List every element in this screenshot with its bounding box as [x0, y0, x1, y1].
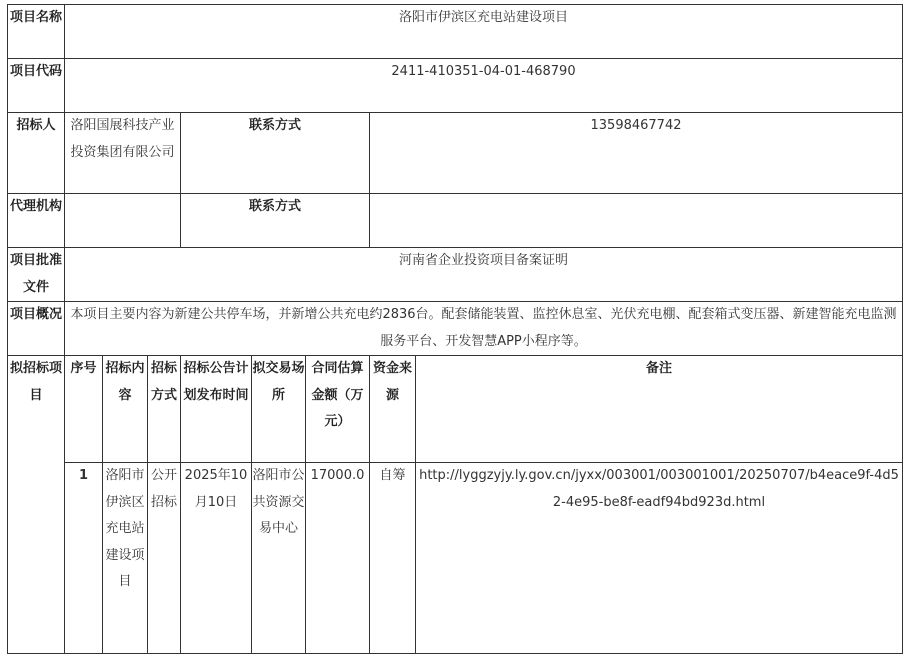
- project-code-value: 2411-410351-04-01-468790: [65, 59, 903, 113]
- col-header-remark: 备注: [416, 356, 903, 463]
- project-name-label: 项目名称: [8, 5, 65, 59]
- agency-value: [65, 194, 181, 248]
- row-project-code: [8, 59, 903, 113]
- col-header-seq: 序号: [65, 356, 103, 463]
- tenderer-contact-value: 13598467742: [370, 113, 903, 194]
- planned-tender-label: 拟招标项目: [8, 356, 65, 654]
- cell-publish-time: 2025年10月10日: [181, 463, 252, 654]
- cell-venue: 洛阳市公共资源交易中心: [252, 463, 306, 654]
- cell-content: 洛阳市伊滨区充电站建设项目: [103, 463, 148, 654]
- overview-value: 本项目主要内容为新建公共停车场，并新增公共充电约2836台。配套储能装置、监控休息室、光伏充电棚、配套箱式变压器、新建智能充电监测服务平台、开发智慧APP小程序等。: [65, 302, 903, 356]
- project-info-table: [7, 4, 903, 654]
- agency-contact-value: [370, 194, 903, 248]
- col-header-venue: 拟交易场所: [252, 356, 306, 463]
- cell-remark-link[interactable]: http://lyggzyjy.ly.gov.cn/jyxx/003001/003001001/20250707/b4eace9f-4d52-4e95-be8f-eadf94bd923d.html: [416, 463, 903, 654]
- col-header-content: 招标内容: [103, 356, 148, 463]
- col-header-fund-source: 资金来源: [370, 356, 416, 463]
- tenderer-contact-label: 联系方式: [181, 113, 370, 194]
- tenderer-value: 洛阳国展科技产业投资集团有限公司: [65, 113, 181, 194]
- tender-header-row: [8, 356, 903, 463]
- project-name-value: 洛阳市伊滨区充电站建设项目: [65, 5, 903, 59]
- cell-amount: 17000.0: [306, 463, 370, 654]
- cell-method: 公开招标: [148, 463, 181, 654]
- tenderer-label: 招标人: [8, 113, 65, 194]
- table-row: [8, 463, 903, 654]
- project-code-label: 项目代码: [8, 59, 65, 113]
- col-header-publish-time: 招标公告计划发布时间: [181, 356, 252, 463]
- row-overview: [8, 302, 903, 356]
- row-tenderer: [8, 113, 903, 194]
- col-header-amount: 合同估算金额（万元）: [306, 356, 370, 463]
- agency-contact-label: 联系方式: [181, 194, 370, 248]
- row-approval-doc: [8, 248, 903, 302]
- cell-seq: 1: [65, 463, 103, 654]
- approval-doc-label: 项目批准文件: [8, 248, 65, 302]
- approval-doc-value: 河南省企业投资项目备案证明: [65, 248, 903, 302]
- row-agency: [8, 194, 903, 248]
- agency-label: 代理机构: [8, 194, 65, 248]
- cell-fund-source: 自筹: [370, 463, 416, 654]
- row-project-name: [8, 5, 903, 59]
- col-header-method: 招标方式: [148, 356, 181, 463]
- overview-label: 项目概况: [8, 302, 65, 356]
